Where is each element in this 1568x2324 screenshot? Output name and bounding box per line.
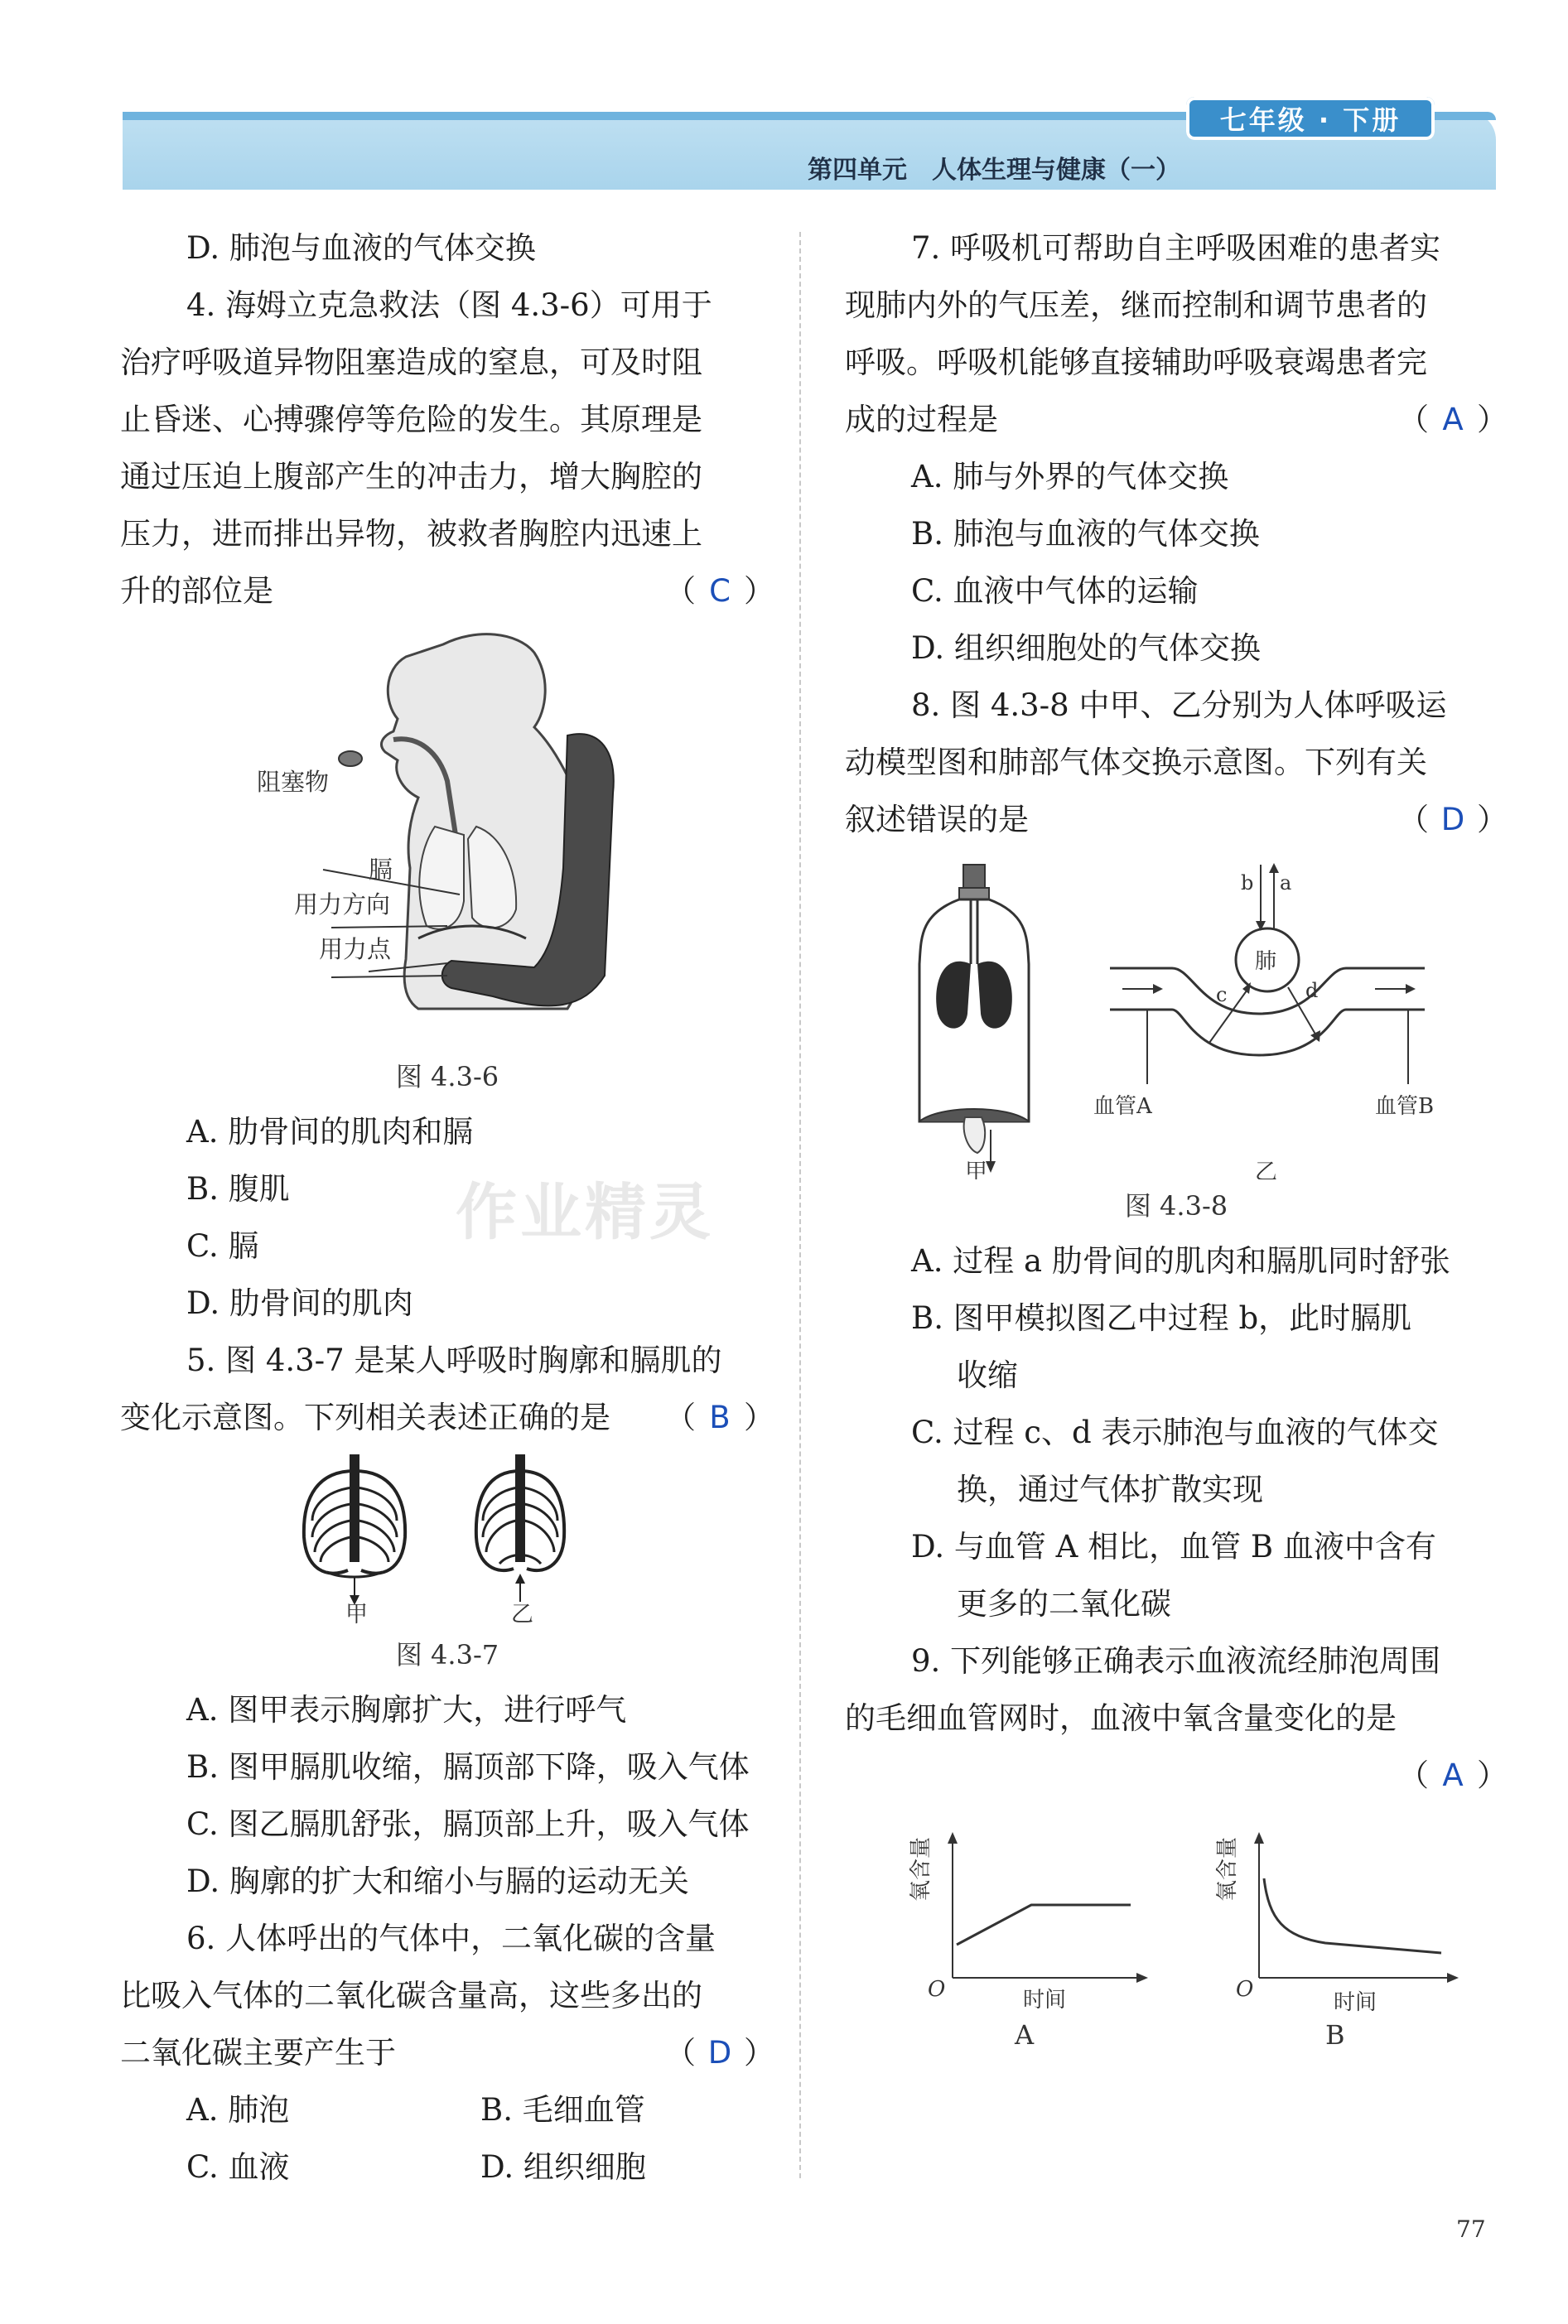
watermark: 作业精灵 xyxy=(456,1177,714,1248)
graph-a-ylabel: 氧含量 xyxy=(909,1836,934,1902)
q7-line: 成的过程是 xyxy=(845,402,998,437)
page-number: 77 xyxy=(1456,2216,1486,2243)
graph-a-name: A xyxy=(1015,2019,1035,2051)
question-8 xyxy=(845,677,1508,1632)
label-obstruction: 阻塞物 xyxy=(257,768,330,796)
q6-answer: D xyxy=(707,2035,732,2071)
ribcage-yi xyxy=(476,1454,564,1602)
q4-option: C. 膈 xyxy=(186,1228,259,1264)
caption-4-3-7: 图 4.3-7 xyxy=(395,1639,499,1671)
q9-graphs xyxy=(845,1804,1508,2052)
q6-line: 6. 人体呼出的气体中，二氧化碳的含量 xyxy=(186,1921,716,1956)
q5-option: C. 图乙膈肌舒张，膈顶部上升，吸入气体 xyxy=(186,1806,750,1842)
q8-option: B. 图甲模拟图乙中过程 b，此时膈肌 xyxy=(911,1300,1412,1336)
figure-4-3-6 xyxy=(120,620,774,1050)
q6-answer-bracket: （ D ） xyxy=(665,2024,774,2081)
graph-b-name: B xyxy=(1325,2019,1345,2051)
question-5 xyxy=(120,1332,774,1910)
label-d: d xyxy=(1305,979,1319,1002)
label-force-point: 用力点 xyxy=(319,935,392,963)
column-divider xyxy=(799,232,801,2178)
q5-answer-bracket: （ B ） xyxy=(665,1389,774,1446)
question-7 xyxy=(845,219,1508,677)
question-6 xyxy=(120,1910,774,2196)
q6-last-line xyxy=(120,2024,774,2081)
q8-line: 8. 图 4.3-8 中甲、乙分别为人体呼吸运 xyxy=(911,687,1447,723)
q6-options-row xyxy=(120,2138,774,2196)
question-9 xyxy=(845,1632,1508,2052)
q8-option: C. 过程 c、d 表示肺泡与血液的气体交 xyxy=(911,1415,1439,1450)
q4-option: A. 肋骨间的肌肉和膈 xyxy=(186,1114,474,1150)
q8-option: A. 过程 a 肋骨间的肌肉和膈肌同时舒张 xyxy=(911,1243,1450,1279)
graph-b xyxy=(1215,1832,1459,2051)
q4-line: 4. 海姆立克急救法（图 4.3-6）可用于 xyxy=(186,287,712,323)
bell-jar-model xyxy=(919,865,1029,1173)
ribcage-illustration xyxy=(120,1446,774,1628)
q8-line: 叙述错误的是 xyxy=(845,802,1029,837)
label-jia: 甲 xyxy=(965,1160,987,1179)
q5-option: B. 图甲膈肌收缩，膈顶部下降，吸入气体 xyxy=(186,1749,750,1785)
graph-a-curve xyxy=(957,1905,1131,1945)
q6-option: C. 血液 xyxy=(186,2149,290,2185)
q5-last-line xyxy=(120,1389,774,1446)
figure-4-3-7 xyxy=(120,1446,774,1628)
label-vessel-a: 血管A xyxy=(1093,1094,1152,1119)
q7-last-line xyxy=(845,391,1508,448)
q9-line: 的毛细血管网时，血液中氧含量变化的是 xyxy=(845,1700,1397,1736)
q9-answer-bracket: （ A ） xyxy=(1398,1747,1508,1804)
q7-answer: A xyxy=(1442,402,1464,437)
q9-line: 9. 下列能够正确表示血液流经肺泡周围 xyxy=(911,1643,1441,1679)
q7-line: 呼吸。呼吸机能够直接辅助呼吸衰竭患者完 xyxy=(845,345,1427,380)
right-column xyxy=(845,219,1508,2052)
breathing-model-illustration xyxy=(845,848,1508,1179)
q8-option-cont: 换，通过气体扩散实现 xyxy=(957,1472,1263,1507)
graph-b-ylabel: 氧含量 xyxy=(1215,1836,1240,1902)
q6-options-row xyxy=(120,2081,774,2138)
graph-b-origin: O xyxy=(1236,1977,1254,2002)
q4-last-line xyxy=(120,562,774,620)
label-yi: 乙 xyxy=(1255,1160,1277,1179)
q4-answer: C xyxy=(709,573,731,609)
q8-last-line xyxy=(845,791,1508,848)
q4-line: 升的部位是 xyxy=(120,573,273,609)
q7-line: 7. 呼吸机可帮助自主呼吸困难的患者实 xyxy=(911,230,1441,266)
q5-option: D. 胸廓的扩大和缩小与膈的运动无关 xyxy=(186,1864,689,1899)
q5-answer: B xyxy=(709,1400,731,1435)
ribcage-jia xyxy=(304,1454,405,1605)
q8-answer-bracket: （ D ） xyxy=(1398,791,1508,848)
heimlich-illustration xyxy=(120,620,774,1050)
q4-option: D. 肋骨间的肌肉 xyxy=(186,1285,413,1321)
unit-title: 第四单元 人体生理与健康（一） xyxy=(808,156,1180,185)
caption-4-3-6: 图 4.3-6 xyxy=(395,1061,499,1092)
graph-b-xlabel: 时间 xyxy=(1334,1990,1377,2015)
q6-line: 比吸入气体的二氧化碳含量高，这些多出的 xyxy=(120,1978,702,2013)
q6-line: 二氧化碳主要产生于 xyxy=(120,2035,396,2071)
figure-4-3-8 xyxy=(845,848,1508,1179)
q7-option: B. 肺泡与血液的气体交换 xyxy=(911,516,1260,552)
q7-answer-bracket: （ A ） xyxy=(1398,391,1508,448)
graph-a-origin: O xyxy=(928,1977,946,2002)
oxygen-graphs xyxy=(845,1804,1508,2052)
graph-a-xlabel: 时间 xyxy=(1023,1988,1067,2013)
q5-line: 变化示意图。下列相关表述正确的是 xyxy=(120,1400,610,1435)
label-force-direction: 用力方向 xyxy=(294,890,391,919)
q4-line: 治疗呼吸道异物阻塞造成的窒息，可及时阻 xyxy=(120,345,702,380)
q4-line: 通过压迫上腹部产生的冲击力，增大胸腔的 xyxy=(120,459,702,494)
q4-line: 止昏迷、心搏骤停等危险的发生。其原理是 xyxy=(120,402,702,437)
label-vessel-b: 血管B xyxy=(1375,1094,1435,1119)
label-c: c xyxy=(1216,983,1228,1006)
q8-line: 动模型图和肺部气体交换示意图。下列有关 xyxy=(845,745,1427,780)
label-yi: 乙 xyxy=(511,1602,533,1627)
q7-option: A. 肺与外界的气体交换 xyxy=(911,459,1229,494)
label-b: b xyxy=(1241,871,1254,894)
label-lung: 肺 xyxy=(1255,949,1277,974)
graph-b-curve xyxy=(1264,1878,1441,1953)
q9-answer: A xyxy=(1442,1757,1464,1793)
q4-option: B. 腹肌 xyxy=(186,1171,290,1207)
q8-option-cont: 收缩 xyxy=(957,1357,1018,1393)
q5-line: 5. 图 4.3-7 是某人呼吸时胸廓和膈肌的 xyxy=(186,1343,722,1378)
label-jia: 甲 xyxy=(345,1602,368,1627)
q8-answer: D xyxy=(1440,802,1465,837)
q6-option: A. 肺泡 xyxy=(186,2092,290,2128)
label-a: a xyxy=(1280,871,1292,894)
q3-option-d: D. 肺泡与血液的气体交换 xyxy=(186,230,536,266)
q8-option: D. 与血管 A 相比，血管 B 血液中含有 xyxy=(911,1529,1436,1565)
q4-line: 压力，进而排出异物，被救者胸腔内迅速上 xyxy=(120,516,702,552)
q9-answer-line xyxy=(845,1747,1508,1804)
graph-a xyxy=(909,1832,1148,2051)
q5-option: A. 图甲表示胸廓扩大，进行呼气 xyxy=(186,1692,627,1728)
q7-option: D. 组织细胞处的气体交换 xyxy=(911,630,1261,666)
q6-option: D. 组织细胞 xyxy=(480,2149,646,2185)
grade-tab: 七年级 · 下册 xyxy=(1186,97,1435,140)
caption-4-3-8: 图 4.3-8 xyxy=(1124,1190,1228,1222)
q7-option: C. 血液中气体的运输 xyxy=(911,573,1199,609)
q6-option: B. 毛细血管 xyxy=(480,2092,645,2128)
q8-option-cont: 更多的二氧化碳 xyxy=(957,1586,1171,1622)
q7-line: 现肺内外的气压差，继而控制和调节患者的 xyxy=(845,287,1427,323)
q4-answer-bracket: （ C ） xyxy=(665,562,774,620)
label-diaphragm: 膈 xyxy=(369,856,393,884)
